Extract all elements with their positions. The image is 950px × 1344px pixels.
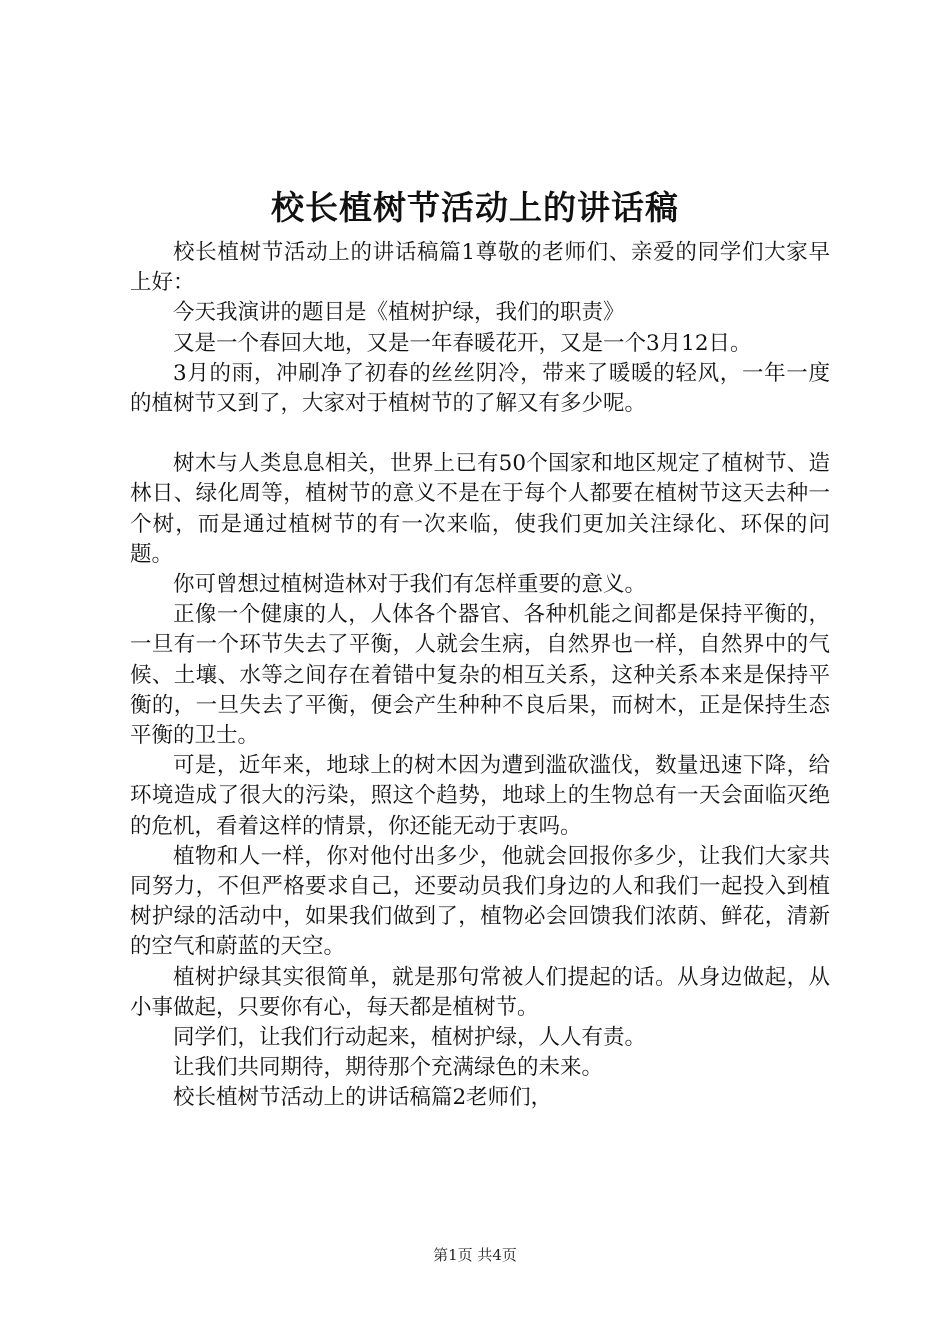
paragraph: 植树护绿其实很简单，就是那句常被人们提起的话。从身边做起，从小事做起，只要你有心，每天都是植树节。: [130, 964, 830, 1020]
paragraph: 树木与人类息息相关，世界上已有50个国家和地区规定了植树节、造林日、绿化周等，植树节的意义不是在于每个人都要在植树节这天去种一个树，而是通过植树节的有一次来临，使我们更加关注绿化、环保的问题。: [130, 451, 830, 567]
paragraph: 植物和人一样，你对他付出多少，他就会回报你多少，让我们大家共同努力，不但严格要求自己，还要动员我们身边的人和我们一起投入到植树护绿的活动中，如果我们做到了，植物必会回馈我们浓荫、鲜花，清新的空气和蔚蓝的天空。: [130, 843, 830, 960]
page-number-footer: 第1页 共4页: [433, 1246, 517, 1264]
paragraph: 校长植树节活动上的讲话稿篇1尊敬的老师们、亲爱的同学们大家早上好：: [130, 240, 830, 296]
paragraph: 可是，近年来，地球上的树木因为遭到滥砍滥伐，数量迅速下降，给环境造成了很大的污染，照这个趋势，地球上的生物总有一天会面临灭绝的危机，看着这样的情景，你还能无动于衷吗。: [130, 753, 830, 839]
document-title: 校长植树节活动上的讲话稿: [271, 188, 679, 227]
paragraph: 3月的雨，冲刷净了初春的丝丝阴冷，带来了暖暖的轻风，一年一度的植树节又到了，大家对于植树节的了解又有多少呢。: [130, 360, 830, 417]
paragraph: 正像一个健康的人，人体各个器官、各种机能之间都是保持平衡的，一旦有一个环节失去了平衡，人就会生病，自然界也一样，自然界中的气候、土壤、水等之间存在着错中复杂的相互关系，这种关系本来是保持平衡的，一旦失去了平衡，便会产生种种不良后果，而树木，正是保持生态平衡的卫士。: [130, 602, 830, 749]
paragraph: 又是一个春回大地，又是一年春暖花开，又是一个3月12日。: [173, 330, 752, 356]
paragraph: 让我们共同期待，期待那个充满绿色的未来。: [173, 1055, 604, 1081]
paragraph: 同学们，让我们行动起来，植树护绿，人人有责。: [173, 1025, 647, 1051]
paragraph: 今天我演讲的题目是《植树护绿，我们的职责》: [173, 300, 625, 326]
paragraph: 你可曾想过植树造林对于我们有怎样重要的意义。: [173, 572, 647, 598]
paragraph: 校长植树节活动上的讲话稿篇2老师们，: [173, 1085, 553, 1111]
document-body: [130, 238, 830, 1114]
